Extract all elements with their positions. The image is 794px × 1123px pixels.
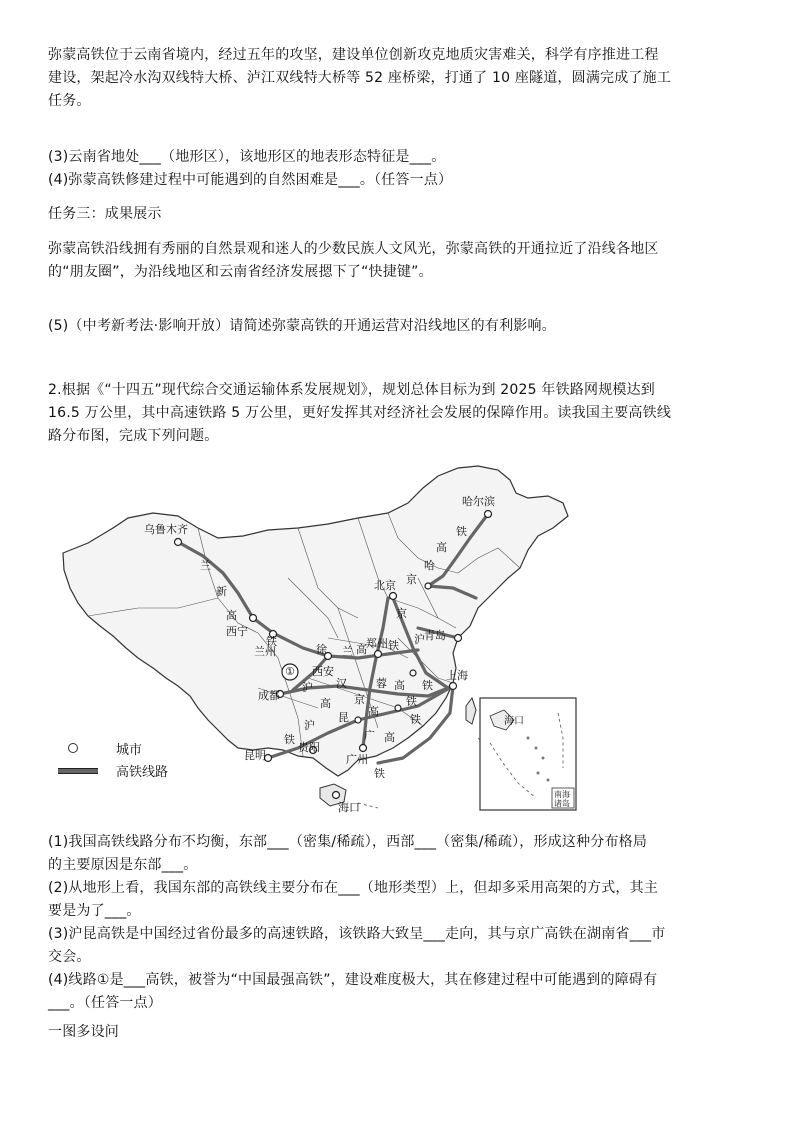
intro-line: 任务。: [48, 93, 91, 109]
city-dot-qingdao: [455, 635, 462, 642]
city-label: 北京: [374, 579, 396, 592]
rail-char: 高: [356, 643, 367, 656]
question-2-intro: [48, 379, 746, 448]
rail-char: 新: [216, 585, 227, 598]
rail-char: 高: [320, 697, 331, 710]
city-dot-xining: [250, 615, 257, 622]
sub-question-line: ___。（任答一点）: [48, 995, 162, 1011]
city-label: 乌鲁木齐: [144, 523, 188, 536]
route-1-label: ①: [285, 665, 295, 678]
city-dot-haikou: [333, 792, 340, 799]
question-4-text: (4)弥蒙高铁修建过程中可能遇到的自然困难是___。（任答一点）: [48, 172, 453, 188]
rail-char: 沪: [302, 681, 313, 694]
sub-question-line: 的主要原因是东部___。: [48, 857, 198, 873]
sub-question-line: (3)沪昆高铁是中国经过省份最多的高速铁路，该铁路大致呈___走向，其与京广高铁在湖南省___市: [48, 926, 666, 942]
rail-char: 沪: [304, 719, 315, 732]
rail-char: 铁: [456, 525, 467, 538]
taiwan-island: [466, 698, 476, 724]
sub-question-3: [48, 923, 746, 969]
rail-char: 广: [364, 729, 375, 742]
sub-question-line: (2)从地形上看，我国东部的高铁线主要分布在___（地形类型）上，但却多采用高架的方式，其主: [48, 880, 659, 896]
city-label: 哈尔滨: [462, 495, 495, 508]
sub-question-1: [48, 831, 746, 877]
rail-char: 京: [396, 607, 407, 620]
rail-char: 铁: [406, 695, 417, 708]
rail-char: 昆: [338, 711, 349, 724]
city-dot-zhengzhou: [375, 651, 382, 658]
legend-rail-label: 高铁线路: [116, 764, 169, 780]
question-5: [48, 315, 746, 338]
city-label: 昆明: [244, 749, 266, 762]
city-symbol: [58, 742, 98, 754]
rail-char: 徐: [316, 643, 327, 656]
city-label: 海口: [338, 801, 360, 814]
rail-char: 铁: [266, 635, 277, 648]
inset-label: 南海诸岛: [554, 790, 570, 808]
task3-heading-text: 任务三：成果展示: [48, 206, 162, 222]
rail-char: 铁: [284, 733, 295, 746]
footer-note: [48, 1021, 746, 1044]
sub-question-line: (4)线路①是___高铁，被誉为“中国最强高铁”，建设难度极大，其在修建过程中可能遇到的障碍有: [48, 972, 658, 988]
city-label: 西安: [312, 665, 334, 678]
rail-char: 沪: [414, 633, 425, 646]
city-label: 广州: [346, 753, 368, 766]
city-dot-minor: [425, 583, 431, 589]
rail-char: 高: [436, 541, 447, 554]
question-3: [48, 146, 746, 192]
task3-paragraph: [48, 238, 746, 284]
rail-char: 高: [368, 705, 379, 718]
question-2-line: 2.根据《“十四五”现代综合交通运输体系发展规划》，规划总体目标为到 2025 年铁路网规模达到: [48, 382, 655, 398]
city-dot-urumqi: [175, 539, 182, 546]
question-3-text: (3)云南省地处___（地形区），该地形区的地表形态特征是___。: [48, 149, 446, 165]
task3-line: 弥蒙高铁沿线拥有秀丽的自然景观和迷人的少数民族人文风光，弥蒙高铁的开通拉近了沿线各地区: [48, 241, 659, 257]
city-dot-beijing: [390, 593, 397, 600]
city-dot-guangzhou: [360, 745, 367, 752]
legend-city: [58, 738, 142, 758]
city-label: 上海: [446, 669, 468, 682]
city-dot-harbin: [485, 511, 492, 518]
sub-question-2: [48, 877, 746, 923]
task3-line: 的“朋友圈”，为沿线地区和云南省经济发展摁下了“快捷键”。: [48, 264, 433, 280]
sub-question-line: 要是为了___。: [48, 903, 141, 919]
sub-question-line: (1)我国高铁线路分布不均衡，东部___（密集/稀疏），西部___（密集/稀疏），形成这种分布格局: [48, 834, 648, 850]
rail-char: 铁: [388, 639, 399, 652]
city-label: 青岛: [424, 629, 446, 642]
city-dot-shanghai: [450, 683, 457, 690]
legend-rail: [58, 760, 168, 780]
rail-char: 铁: [374, 767, 385, 780]
rail-char: 铁: [422, 679, 433, 692]
city-label: 贵阳: [298, 741, 320, 754]
footer-text: 一图多设问: [48, 1024, 119, 1040]
city-label: 郑州: [366, 637, 388, 650]
legend-city-label: 城市: [116, 742, 143, 758]
rail-char: 高: [394, 679, 405, 692]
rail-char: 京: [354, 693, 365, 706]
city-label: 西宁: [226, 625, 248, 638]
rail-char: 高: [226, 609, 237, 622]
rail-char: 京: [406, 573, 417, 586]
inset-city-label: 海口: [504, 716, 524, 727]
city-label: 兰州: [254, 645, 276, 658]
rail-char: 高: [384, 731, 395, 744]
intro-paragraph: [48, 44, 746, 113]
city-dot-minor: [355, 717, 361, 723]
rail-char: 汉: [336, 677, 347, 690]
rail-char: 铁: [410, 713, 421, 726]
sub-question-4: [48, 969, 746, 1015]
task3-heading: [48, 203, 746, 226]
question-5-text: (5)（中考新考法·影响开放）请简述弥蒙高铁的开通运营对沿线地区的有利影响。: [48, 318, 556, 334]
map-legend: [58, 738, 198, 788]
intro-line: 弥蒙高铁位于云南省境内，经过五年的攻坚，建设单位创新攻克地质灾害难关，科学有序推进工程: [48, 47, 659, 63]
rail-char: 兰: [200, 559, 211, 572]
city-label: 成都: [258, 689, 280, 702]
rail-char: 兰: [342, 645, 353, 658]
sub-question-line: 交会。: [48, 949, 91, 965]
intro-line: 建设，架起冷水沟双线特大桥、泸江双线特大桥等 52 座桥梁，打通了 10 座隧道，圆满完成了施工: [48, 70, 672, 86]
city-dot-minor: [410, 670, 416, 676]
city-dot-minor: [395, 705, 401, 711]
rail-char: 哈: [424, 559, 435, 572]
question-2-line: 路分布图，完成下列问题。: [48, 428, 219, 444]
question-2-line: 16.5 万公里，其中高速铁路 5 万公里，更好发挥其对经济社会发展的保障作用。读我国主要高铁线: [48, 405, 672, 421]
rail-symbol: [58, 764, 98, 776]
rail-char: 蓉: [376, 677, 387, 690]
